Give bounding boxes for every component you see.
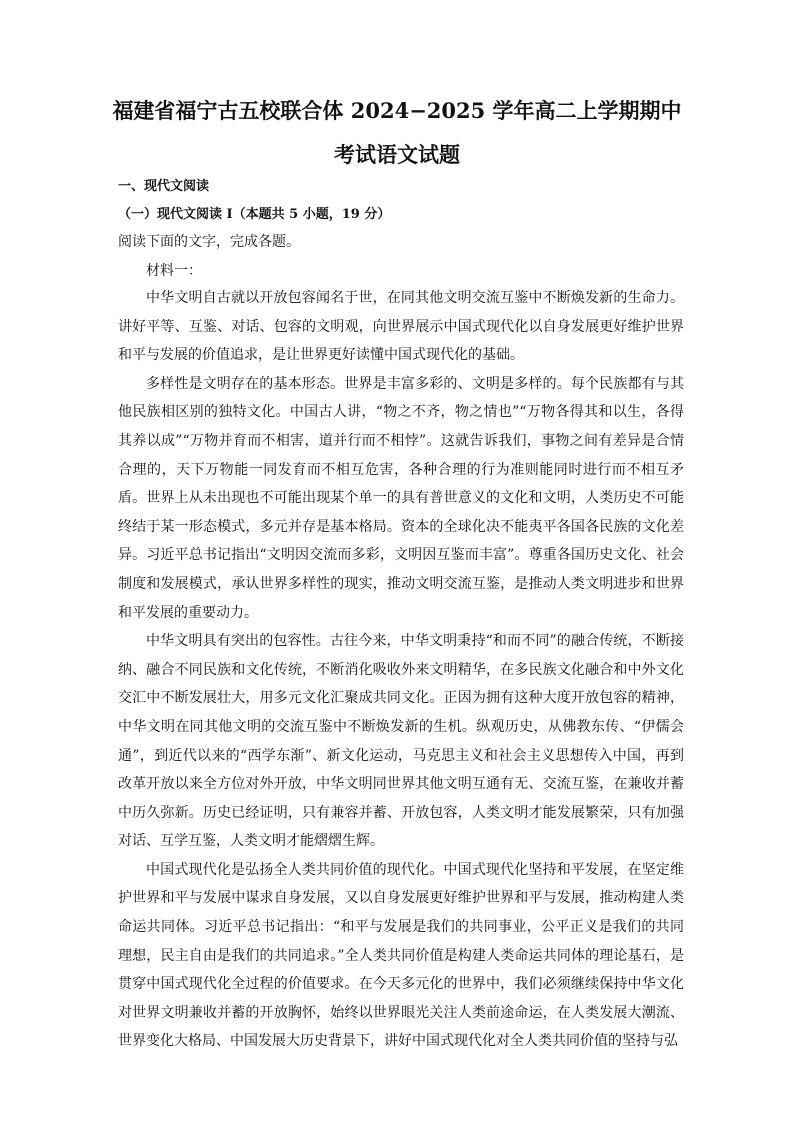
document-title-line-2: 考试语文试题	[334, 142, 460, 167]
document-title-line-1: 福建省福宁古五校联合体 2024−2025 学年高二上学期期中	[112, 98, 682, 123]
reading-instruction: 阅读下面的文字，完成各题。	[118, 234, 300, 250]
section-heading: 一、现代文阅读	[118, 179, 210, 194]
paragraph: 中华文明具有突出的包容性。古往今来，中华文明秉持“和而不同”的融合传统，不断接纳、融合不同民族和文化传统，不断消化吸收外来文明精华，在多民族文化融合和中外文化交汇中不断发展壮大，用多元文化汇聚成共同文化。正因为拥有这种大度开放包容的精神，中华文明在同其他文明的交流互鉴中不断焕发新的生机。纵观历史，从佛教东传、“伊儒会通”，到近代以来的“西学东渐”、新文化运动，马克思主义和社会主义思想传入中国，再到改革开放以来全方位对外开放，中华文明同世界其他文明互通有无、交流互鉴，在兼收并蓄中历久弥新。历史已经证明，只有兼容并蓄、开放包容，人类文明才能发展繁荣，只有加强对话、互学互鉴，人类文明才能熠熠生辉。	[118, 633, 684, 850]
subsection-heading: （一）现代文阅读 I（本题共 5 小题，19 分）	[118, 207, 391, 222]
paragraph: 中国式现代化是弘扬全人类共同价值的现代化。中国式现代化坚持和平发展，在坚定维护世界和平与发展中谋求自身发展，又以自身发展更好维护世界和平与发展，推动构建人类命运共同体。习近平总书记指出：“和平与发展是我们的共同事业，公平正义是我们的共同理想，民主自由是我们的共同追求。”全人类共同价值是构建人类命运共同体的理论基石，是贯穿中国式现代化全过程的价值要求。在今天多元化的世界中，我们必须继续保持中华文化对世界文明兼收并蓄的开放胸怀，始终以世界眼光关注人类前途命运，在人类发展大潮流、世界变化大格局、中国发展大历史背景下，讲好中国式现代化对全人类共同价值的坚持与弘	[118, 861, 684, 1050]
paragraph: 中华文明自古就以开放包容闻名于世，在同其他文明交流互鉴中不断焕发新的生命力。讲好平等、互鉴、对话、包容的文明观，向世界展示中国式现代化以自身发展更好维护世界和平与发展的价值追求，是让世界更好读懂中国式现代化的基础。	[118, 290, 684, 364]
paragraph: 多样性是文明存在的基本形态。世界是丰富多彩的、文明是多样的。每个民族都有与其他民族相区别的独特文化。中国古人讲，“物之不齐，物之情也”“万物各得其和以生，各得其养以成”“万物并育而不相害，道并行而不相悖”。这就告诉我们，事物之间有差异是合情合理的，天下万物能一同发育而不相互危害，各种合理的行为准则能同时进行而不相互矛盾。世界上从未出现也不可能出现某个单一的具有普世意义的文化和文明，人类历史不可能终结于某一形态模式，多元并存是基本格局。资本的全球化决不能夷平各国各民族的文化差异。习近平总书记指出“文明因交流而多彩，文明因互鉴而丰富”。尊重各国历史文化、社会制度和发展模式，承认世界多样性的现实，推动文明交流互鉴，是推动人类文明进步和世界和平发展的重要动力。	[118, 375, 684, 621]
material-label: 材料一：	[146, 263, 202, 279]
material-body	[118, 284, 684, 1056]
